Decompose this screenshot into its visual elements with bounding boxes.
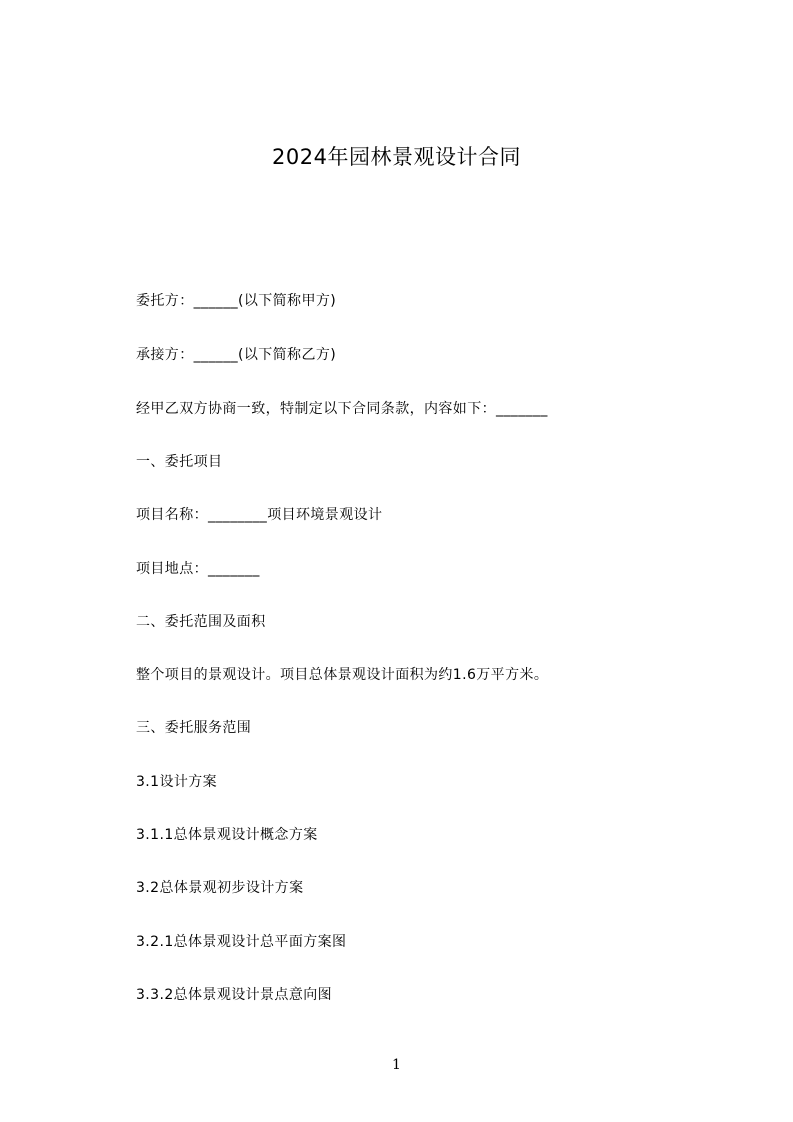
page-number: 1	[392, 1057, 401, 1073]
section-heading-project: 一、委托项目	[136, 454, 223, 470]
contractor-party-line: 承接方：______(以下简称乙方)	[136, 347, 337, 363]
project-name-line: 项目名称：________项目环境景观设计	[136, 507, 383, 523]
section-heading-services: 三、委托服务范围	[136, 720, 252, 736]
clause-3-2: 3.2总体景观初步设计方案	[136, 880, 304, 896]
clause-3-1-1: 3.1.1总体景观设计概念方案	[136, 827, 318, 843]
scope-area-text: 整个项目的景观设计。项目总体景观设计面积为约1.6万平方米。	[136, 667, 549, 683]
section-heading-scope-area: 二、委托范围及面积	[136, 614, 266, 630]
client-party-line: 委托方：______(以下简称甲方)	[136, 293, 337, 309]
clause-3-3-2: 3.3.2总体景观设计景点意向图	[136, 987, 333, 1003]
agreement-intro: 经甲乙双方协商一致，特制定以下合同条款，内容如下：_______	[136, 401, 548, 417]
document-title: 2024年园林景观设计合同	[272, 145, 521, 169]
clause-3-1: 3.1设计方案	[136, 774, 218, 790]
project-location-line: 项目地点：_______	[136, 561, 260, 577]
clause-3-2-1: 3.2.1总体景观设计总平面方案图	[136, 934, 347, 950]
